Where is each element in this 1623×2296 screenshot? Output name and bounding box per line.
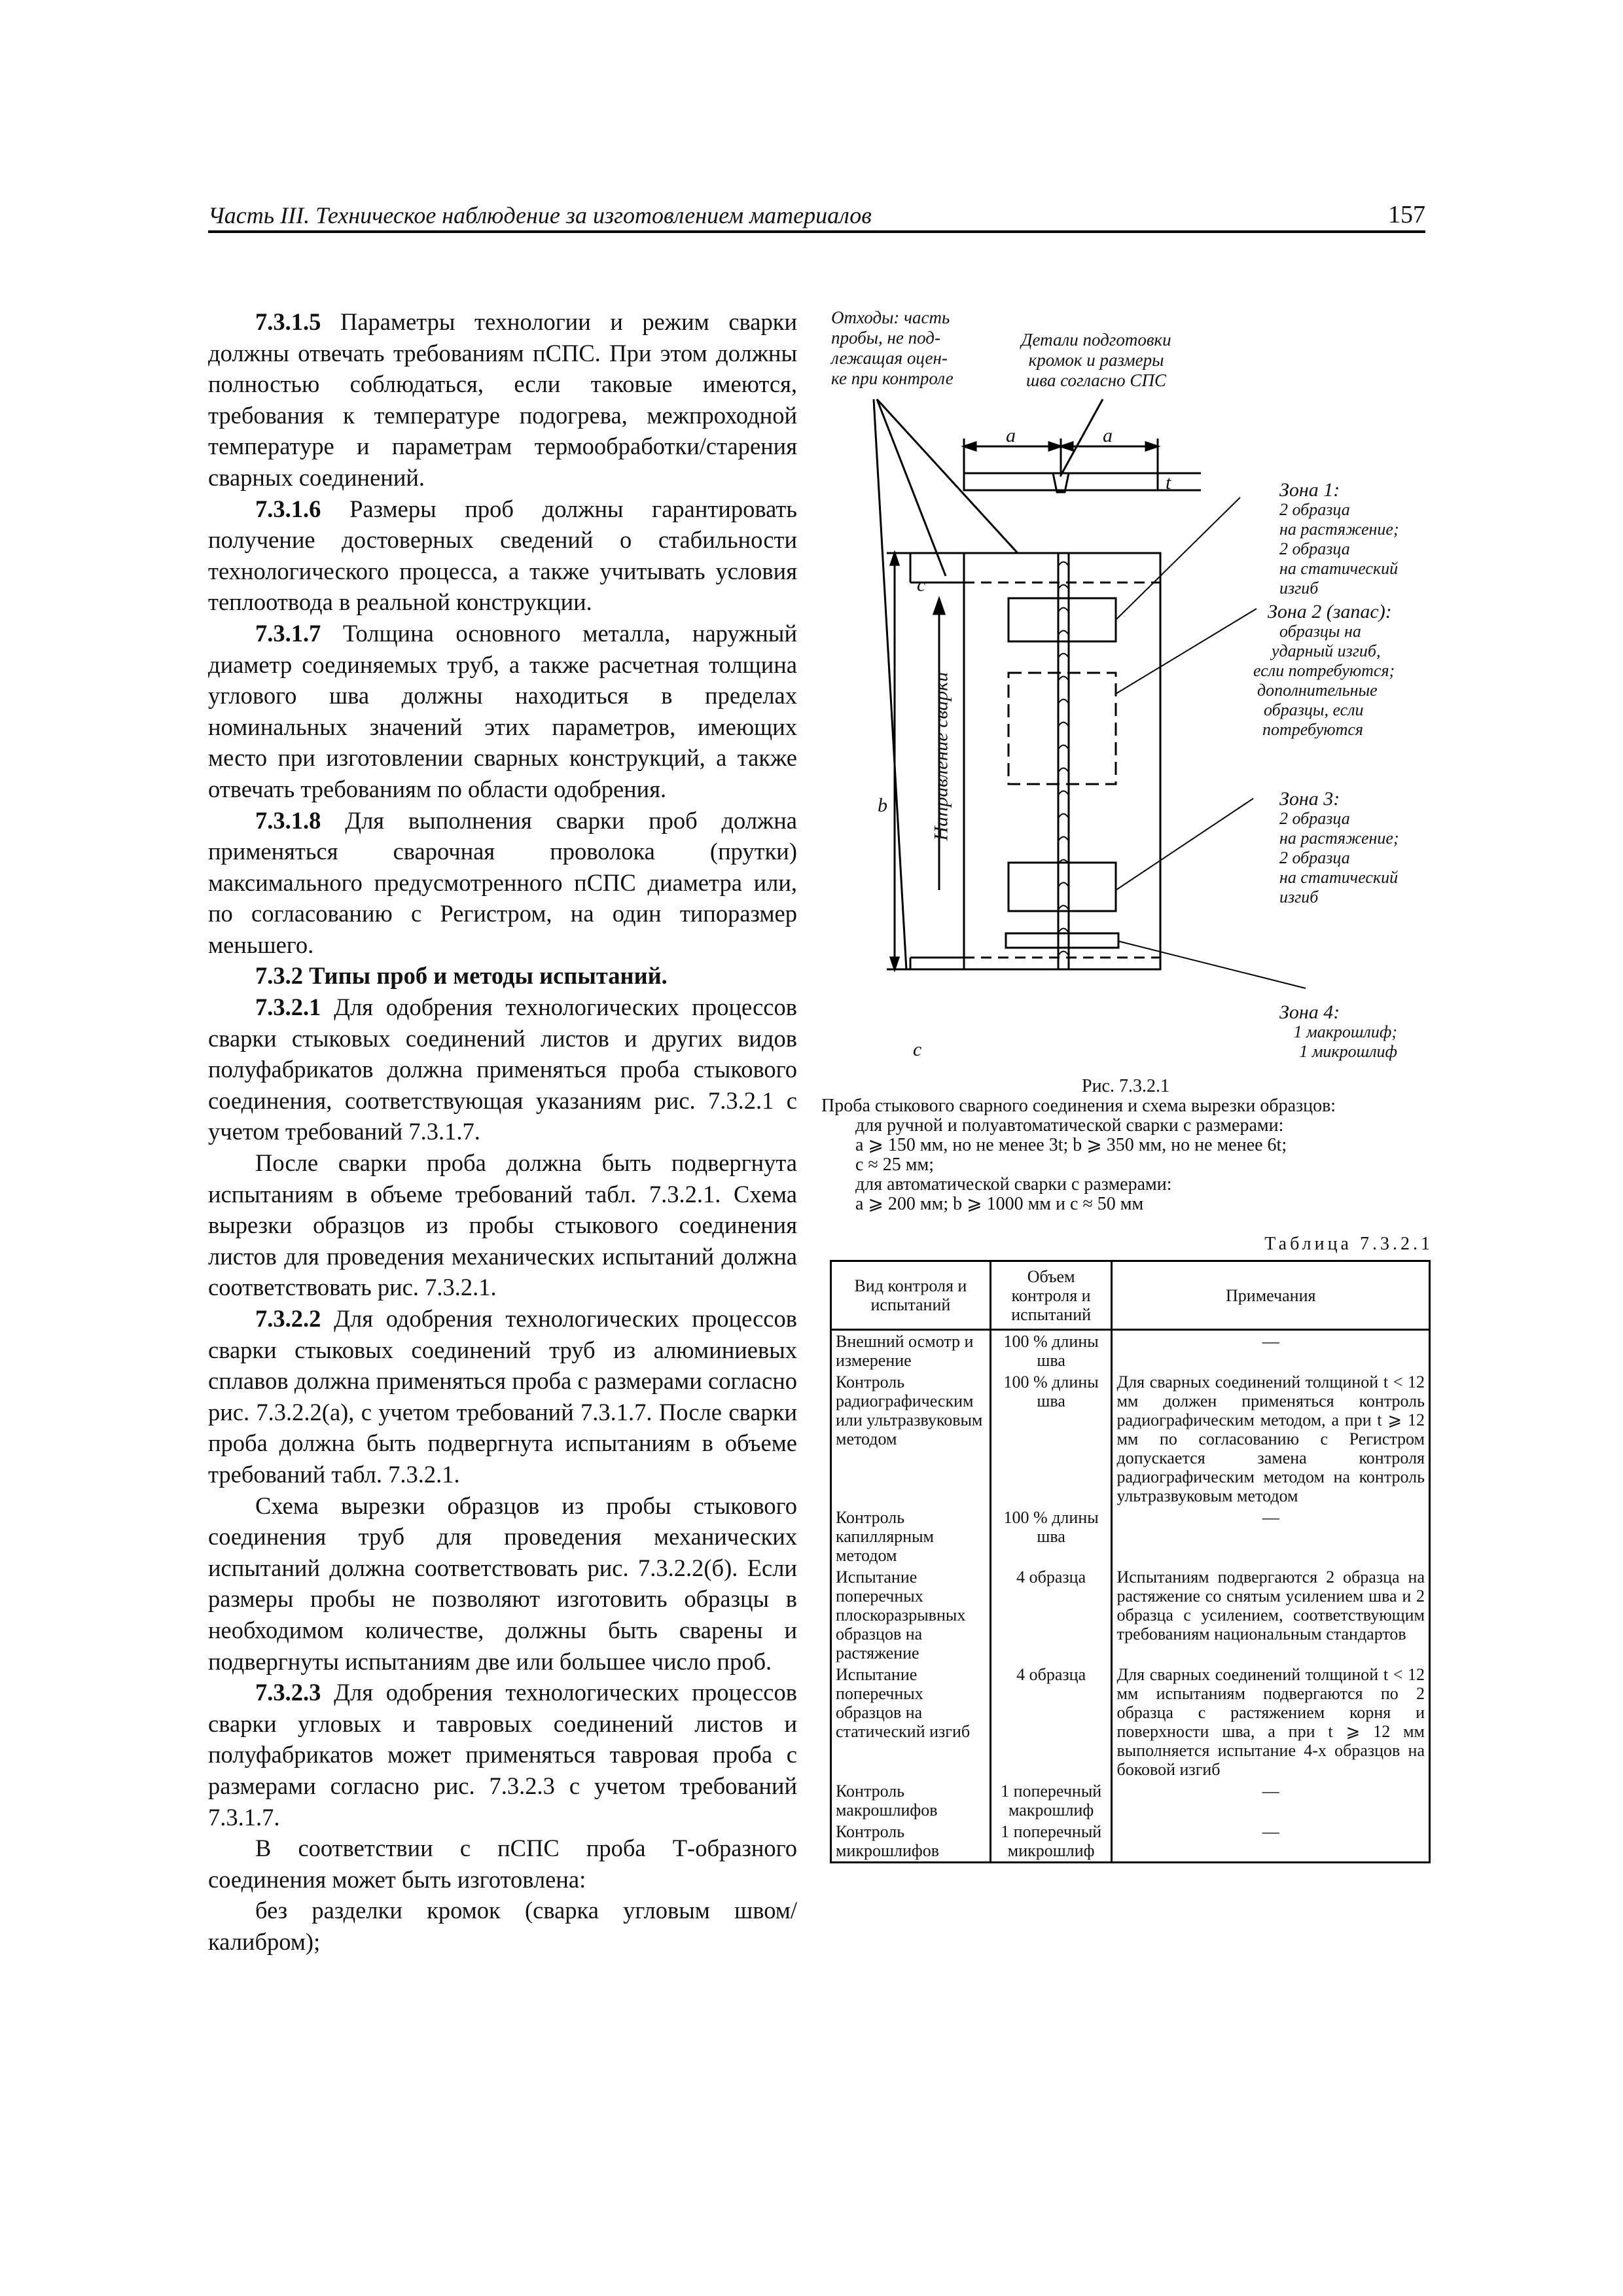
dim-b-label: b [878,795,887,816]
specimen-plate [964,553,1160,969]
paragraph-t-joint: В соответствии с пСПС проба Т-образного соединения может быть изготовлена: [208,1835,797,1893]
dim-c-label-top: c [917,574,926,596]
paragraph-text: Параметры технологии и режим сварки должны отвечать требованиям пСПС. При этом должны полностью соблюдаться, если таковые имеются, требования к температуре подогрева, межпроходной температуре и параметрам термообработки/старения сварных соединений. [208,308,797,491]
leader-line [1060,399,1103,476]
dim-a-label-right: a [1103,425,1113,446]
caption-line: c ≈ 25 мм; [855,1155,935,1175]
paragraph-7-3-1-5 [208,306,797,493]
paragraph-7-3-2-1 [208,992,797,1147]
table-cell: Для сварных соединений толщиной t < 12 мм должен применяться контроль радиографическим методом, а при t ⩾ 12 мм по согласованию с Регистром допускается замена контроля радиографическим методом на контроль ультразвуковым методом [1112,1371,1430,1507]
paragraph-text: Толщина основного металла, наружный диаметр соединяемых труб, а также расчетная толщина углового шва должны находиться в пределах номинальных значений этих параметров, имеющих место при изготовлении сварных конструкций, а также отвечать требованиям по области одобрения. [208,619,797,802]
arrowhead [891,553,899,565]
running-title: Часть III. Техническое наблюдение за изготовлением материалов [208,202,872,228]
table-cell: Испытание поперечных образцов на статический изгиб [831,1664,991,1780]
table-row [831,1330,1430,1372]
clause-number: 7.3.2.2 [255,1305,321,1332]
page-header [208,196,1425,233]
table-cell: Контроль капиллярным методом [831,1507,991,1566]
column-header: Объем контроля и испытаний [990,1261,1112,1330]
table-row [831,1821,1430,1863]
label-edge-prep: Детали подготовки кромок и размеры шва согласно СПС [1021,330,1171,390]
caption-line: a ⩾ 150 мм, но не менее 3t; b ⩾ 350 мм, но не менее 6t; [855,1135,1287,1155]
paragraph-7-3-1-8 [208,805,797,961]
table-row [831,1780,1430,1821]
dim-a-label-left: a [1006,425,1016,446]
table-cell: 100 % длины шва [990,1507,1112,1566]
paragraph-pipe-scheme: Схема вырезки образцов из пробы стыкового соединения труб для проведения механических испытаний должна соответствовать рис. 7.3.2.2(б). Если размеры пробы не позволяют изготовить образцы в необходимом количестве, должны быть сварены и подвергнуты испытаниям две или большее число проб. [208,1492,797,1675]
zone2-legend: Зона 2 (запас): образцы на ударный изгиб, если потребуются; дополнительные образцы, если потребуются [1253,601,1395,739]
label-waste: Отходы: часть пробы, не под- лежащая оцен- ке при контроле [831,308,954,388]
paragraph-no-bevel: без разделки кромок (сварка угловым швом/калибром); [208,1897,797,1955]
welding-direction-label: Направление сварки [930,672,952,841]
specimen-zone3 [1008,863,1116,911]
table-label: Таблица 7.3.2.1 [1264,1234,1433,1254]
table-cell: 1 поперечный микрошлиф [990,1821,1112,1863]
table-cell: 1 поперечный макрошлиф [990,1780,1112,1821]
paragraph-7-3-2-2 [208,1303,797,1490]
table-cell: Испытание поперечных плоскоразрывных образцов на растяжение [831,1566,991,1664]
left-column [208,306,797,1957]
zone2-leader [1116,609,1257,694]
caption-line: для ручной и полуавтоматической сварки с размерами: [855,1115,1284,1136]
clause-number: 7.3.1.6 [255,495,321,522]
table-cell: 100 % длины шва [990,1371,1112,1507]
clause-number: 7.3.2.3 [255,1679,321,1706]
page-number: 157 [1388,201,1425,228]
specimen-zone4 [1006,933,1118,948]
table-cell: Для сварных соединений толщиной t < 12 мм испытаниям подвергаются по 2 образца с растяжением корня и поверхности шва, а при t ⩾ 12 мм выполняется испытание 4-х образцов на боковой изгиб [1112,1664,1430,1780]
table-cell: Испытаниям подвергаются 2 образца на растяжение со снятым усилением шва и 2 образца с усилением, соответствующим требованиям национальным стандартов [1112,1566,1430,1664]
clause-number: 7.3.1.8 [255,806,321,834]
specimen-zone1 [1008,598,1116,641]
column-header: Вид контроля и испытаний [831,1261,991,1330]
dim-t-label: t [1166,472,1171,493]
arrowhead [1061,442,1073,450]
zone4-leader [1118,941,1306,988]
table-cell: 100 % длины шва [990,1330,1112,1372]
table-row [831,1371,1430,1507]
clause-number: 7.3.2.1 [255,994,321,1021]
arrowhead [1146,442,1158,450]
clause-number: 7.3.1.7 [255,619,321,647]
paragraph-text: Для одобрения технологических процессов сварки стыковых соединений труб из алюминиевых сплавов должна применяться проба с размерами согласно рис. 7.3.2.2(а), с учетом требований 7.3.1.7. После сварки проба должна быть подвергнута испытаниям в объеме требований табл. 7.3.2.1. [208,1305,797,1488]
paragraph-after-welding: После сварки проба должна быть подвергнута испытаниям в объеме требований табл. 7.3.2.1. Схема вырезки образцов из пробы стыкового соединения листов для проведения механических испытаний должна соответствовать рис. 7.3.2.1. [208,1149,797,1301]
caption-line: a ⩾ 200 мм; b ⩾ 1000 мм и c ≈ 50 мм [855,1194,1144,1214]
header-rule [208,230,1425,233]
table-row [831,1507,1430,1566]
table-cell: Внешний осмотр и измерение [831,1330,991,1372]
table-cell: 4 образца [990,1664,1112,1780]
table-row [831,1566,1430,1664]
paragraph-text: Для одобрения технологических процессов сварки стыковых соединений листов и других видов полуфабрикатов должна применяться проба стыкового соединения, соответствующая указаниям рис. 7.3.2.1 с учетом требований 7.3.1.7. [208,994,797,1145]
figure-7-3-2-1 [821,301,1430,1080]
section-heading-text: 7.3.2 Типы проб и методы испытаний. [255,962,668,990]
table-7-3-2-1 [830,1260,1431,1863]
paragraph-7-3-2-3 [208,1677,797,1833]
table-cell: — [1112,1780,1430,1821]
section-heading [208,960,797,992]
weld-ripples [1058,562,1069,956]
table-cell: — [1112,1330,1430,1372]
arrowhead [934,599,944,614]
paragraph-text: Размеры проб должны гарантировать получение достоверных сведений о стабильности технологического процесса, а также учитывать условия теплоотвода в реальной конструкции. [208,495,797,616]
caption-title: Проба стыкового сварного соединения и схема вырезки образцов: [821,1096,1336,1116]
leader-line [877,399,946,576]
clause-number: 7.3.1.5 [255,308,321,335]
zone3-legend: Зона 3: 2 образца на растяжение; 2 образца на статический изгиб [1279,788,1399,906]
table-row [831,1664,1430,1780]
paragraph-7-3-1-6 [208,493,797,618]
specimen-zone2 [1008,673,1116,784]
dim-c-label-bottom: c [913,1039,922,1060]
table-cell: 4 образца [990,1566,1112,1664]
table-cell: — [1112,1821,1430,1863]
paragraph-text: Для одобрения технологических процессов сварки угловых и тавровых соединений листов и полуфабрикатов может применяться тавровая проба с размерами согласно рис. 7.3.2.3 с учетом требований 7.3.1.7. [208,1679,797,1831]
leader-line [877,399,1018,553]
zone1-legend: Зона 1: 2 образца на растяжение; 2 образца на статический изгиб [1279,479,1399,598]
paragraph-text: Для выполнения сварки проб должна применяться сварочная проволока (прутки) максимального предусмотренного пСПС диаметра или, по согласованию с Регистром, на один типоразмер меньшего. [208,806,797,958]
column-header: Примечания [1112,1261,1430,1330]
leader-line [874,399,906,970]
figure-number: Рис. 7.3.2.1 [1082,1076,1169,1096]
table-cell: Контроль макрошлифов [831,1780,991,1821]
figure-caption [821,1077,1430,1214]
arrowhead [891,958,899,969]
zone4-legend: Зона 4: 1 макрошлиф; 1 микрошлиф [1279,1001,1397,1061]
zone3-leader [1116,798,1253,890]
arrowhead [964,442,976,450]
caption-line: для автоматической сварки с размерами: [855,1174,1172,1194]
paragraph-7-3-1-7 [208,618,797,805]
table-cell: — [1112,1507,1430,1566]
zone1-leader [1116,497,1240,620]
table-header-row [831,1261,1430,1330]
table-cell: Контроль радиографическим или ультразвуковым методом [831,1371,991,1507]
table-cell: Контроль микрошлифов [831,1821,991,1863]
